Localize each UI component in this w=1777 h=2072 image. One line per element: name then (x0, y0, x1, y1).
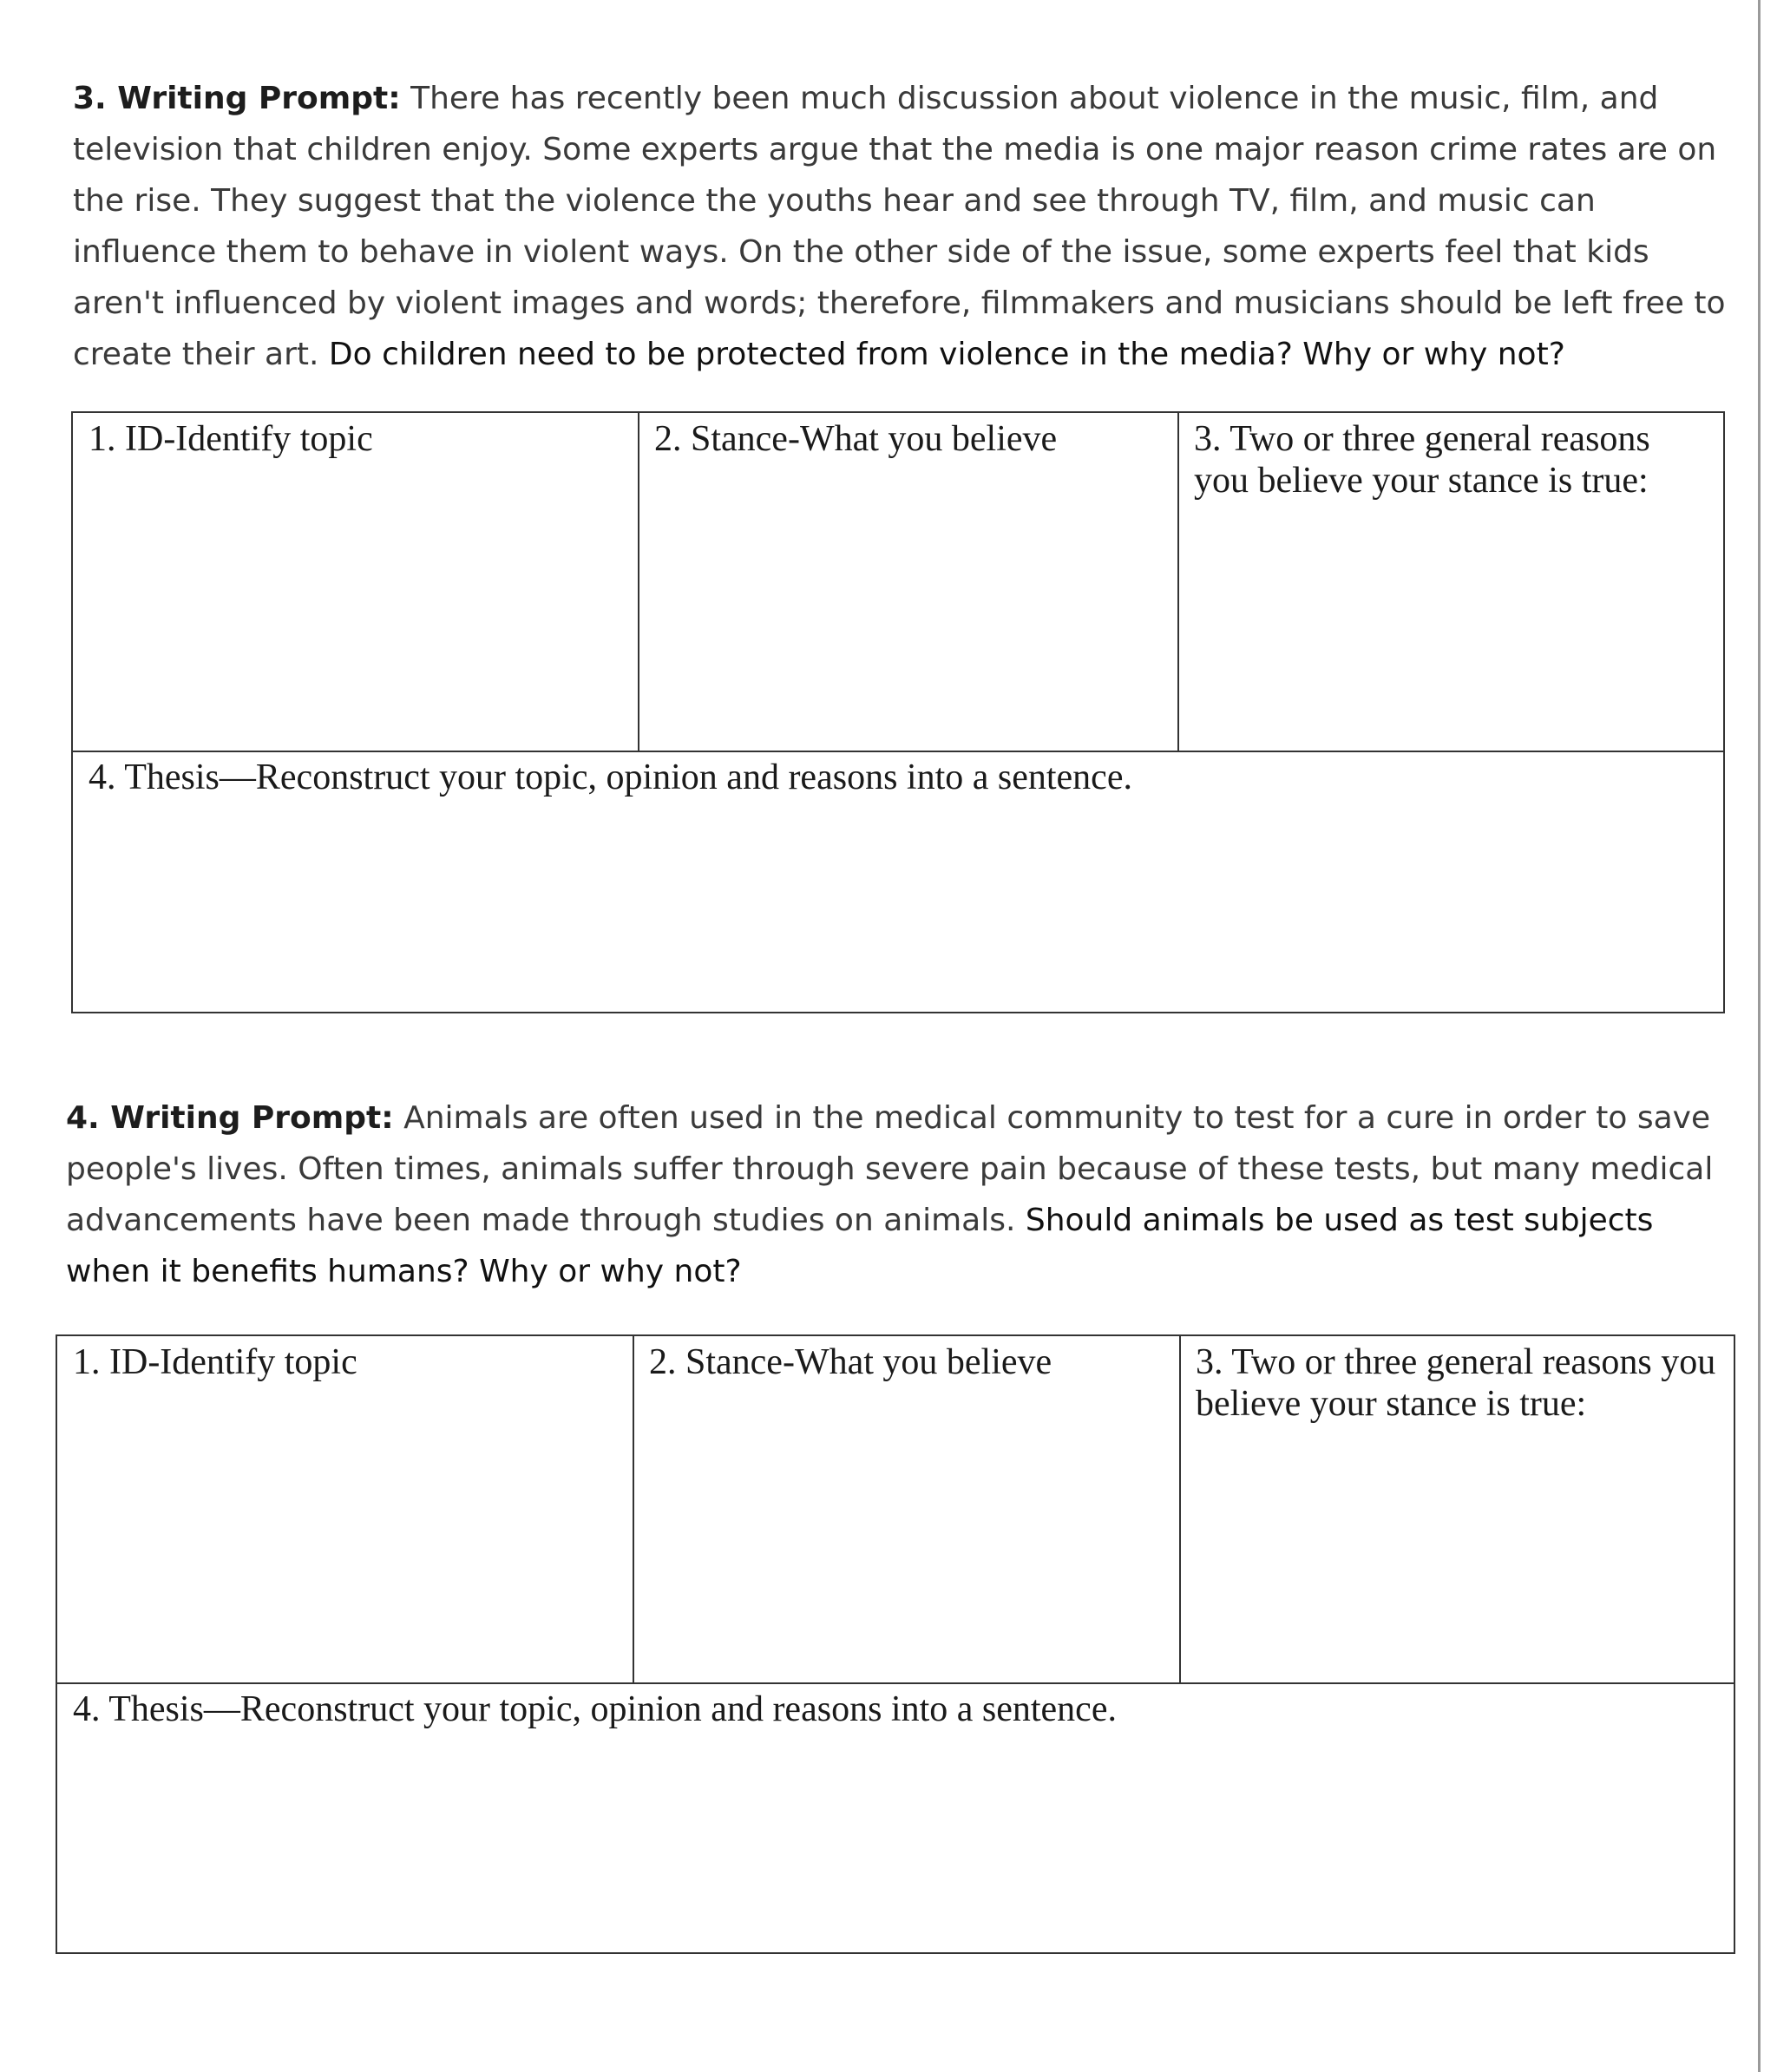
row-divider (73, 751, 1723, 752)
prompt-label: 4. Writing Prompt: (66, 1100, 394, 1136)
writing-prompt-3 (73, 73, 1730, 380)
stance-heading: 2. Stance-What you believe (654, 419, 1058, 459)
graphic-organizer-4 (56, 1334, 1735, 1954)
thesis-cell[interactable] (73, 751, 1723, 1012)
stance-cell[interactable] (633, 1336, 1180, 1683)
prompt-question: Should animals be used as test subjects when it benefits humans? Why or why not? (66, 1203, 1654, 1289)
topic-heading: 1. ID-Identify topic (89, 419, 373, 459)
stance-cell[interactable] (639, 413, 1178, 751)
prompt-label: 3. Writing Prompt: (73, 81, 401, 116)
writing-prompt-4 (66, 1092, 1741, 1297)
column-divider (1179, 1336, 1181, 1683)
topic-heading: 1. ID-Identify topic (73, 1342, 357, 1382)
stance-heading: 2. Stance-What you believe (649, 1342, 1052, 1382)
topic-cell[interactable] (73, 413, 639, 751)
reasons-heading: 3. Two or three general reasons you believe your stance is true: (1194, 419, 1650, 501)
prompt-question: Do children need to be protected from violence in the media? Why or why not? (328, 337, 1565, 372)
column-divider (1177, 413, 1179, 751)
topic-cell[interactable] (57, 1336, 633, 1683)
thesis-cell[interactable] (57, 1683, 1734, 1952)
row-divider (57, 1682, 1734, 1684)
graphic-organizer-3 (71, 411, 1725, 1013)
column-divider (633, 1336, 634, 1683)
thesis-heading: 4. Thesis—Reconstruct your topic, opinion and reasons into a sentence. (73, 1689, 1117, 1729)
thesis-heading: 4. Thesis—Reconstruct your topic, opinion and reasons into a sentence. (89, 757, 1132, 797)
prompt-body: There has recently been much discussion about violence in the music, film, and television that children enjoy. Some experts argue that the media is one major reason crime rates are on the rise. They suggest that the violence the youths hear and see through TV, film, and music can influence them to behave in violent ways. On the other side of the issue, some experts feel that kids aren't influenced by violent images and words; therefore, filmmakers and musicians should be left free to create their art. (73, 81, 1726, 372)
reasons-cell[interactable] (1178, 413, 1723, 751)
reasons-heading: 3. Two or three general reasons you believe your stance is true: (1196, 1342, 1716, 1424)
reasons-cell[interactable] (1180, 1336, 1734, 1683)
scan-edge-line (1758, 0, 1761, 2072)
column-divider (638, 413, 639, 751)
prompt-body: Animals are often used in the medical community to test for a cure in order to save people's lives. Often times, animals suffer through severe pain because of these tests, but many medical advancements have been made through studies on animals. (66, 1100, 1714, 1238)
